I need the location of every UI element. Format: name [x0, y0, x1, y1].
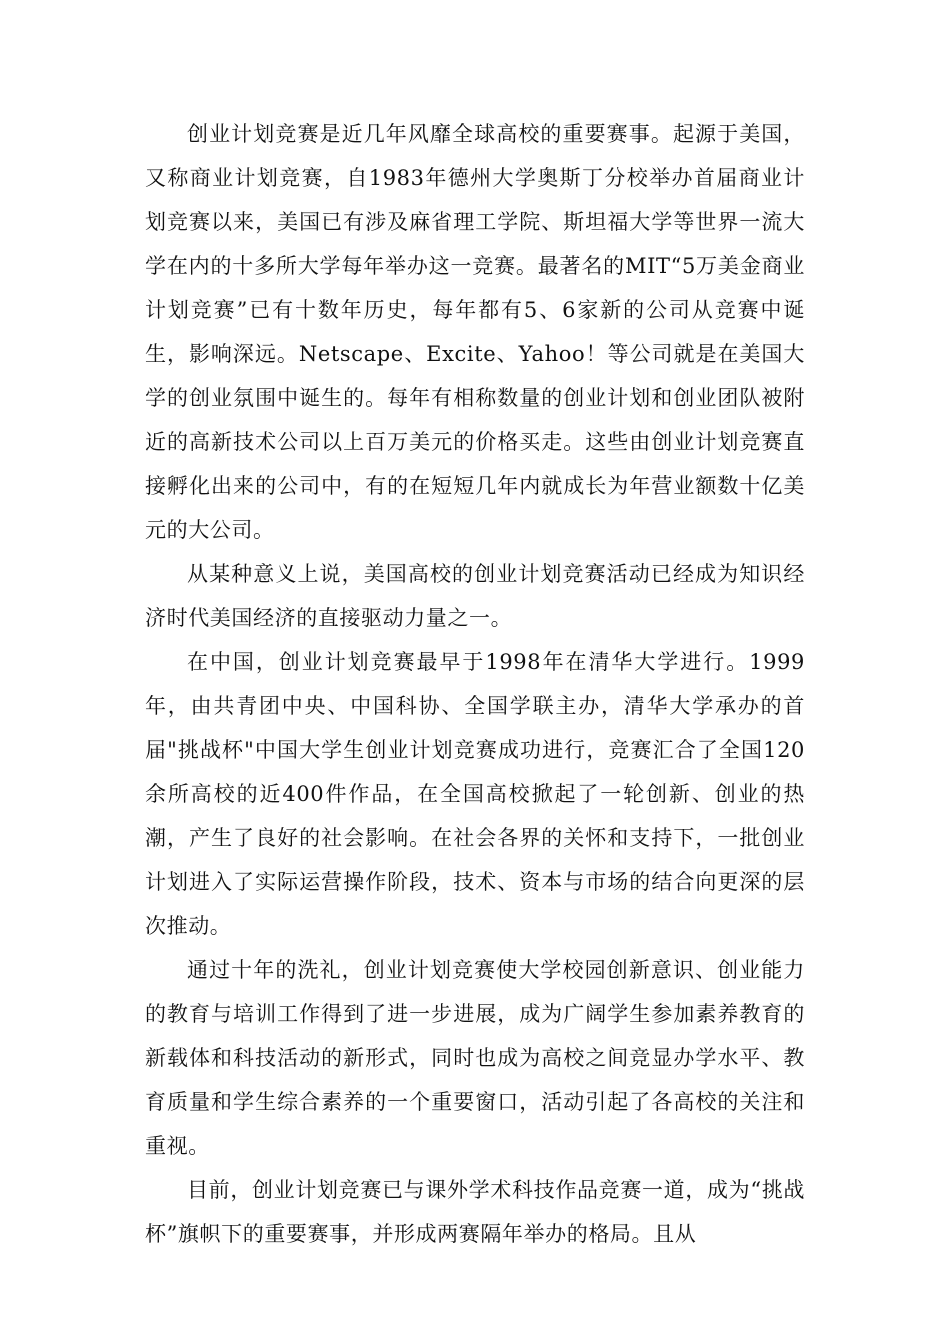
paragraph-1: 创业计划竞赛是近几年风靡全球高校的重要赛事。起源于美国，又称商业计划竞赛，自1983年德州大学奥斯丁分校举办首届商业计划竞赛以来，美国已有涉及麻省理工学院、斯坦福大学等世界一流大学在内的十多所大学每年举办这一竞赛。最著名的MIT“5万美金商业计划竞赛”已有十数年历史，每年都有5、6家新的公司从竞赛中诞生，影响深远。Netscape、Excite、Yahoo！等公司就是在美国大学的创业氛围中诞生的。每年有相称数量的创业计划和创业团队被附近的高新技术公司以上百万美元的价格买走。这些由创业计划竞赛直接孵化出来的公司中，有的在短短几年内就成长为年营业额数十亿美元的大公司。	[145, 122, 805, 542]
paragraph-2: 从某种意义上说，美国高校的创业计划竞赛活动已经成为知识经济时代美国经济的直接驱动力量之一。	[145, 562, 805, 630]
paragraph-5: 目前，创业计划竞赛已与课外学术科技作品竞赛一道，成为“挑战杯”旗帜下的重要赛事，并形成两赛隔年举办的格局。且从	[145, 1178, 805, 1246]
document-body	[145, 112, 805, 1256]
paragraph-4: 通过十年的洗礼，创业计划竞赛使大学校园创新意识、创业能力的教育与培训工作得到了进一步进展，成为广阔学生参加素养教育的新载体和科技活动的新形式，同时也成为高校之间竞显办学水平、教育质量和学生综合素养的一个重要窗口，活动引起了各高校的关注和重视。	[145, 958, 805, 1158]
paragraph-3: 在中国，创业计划竞赛最早于1998年在清华大学进行。1999年，由共青团中央、中国科协、全国学联主办，清华大学承办的首届"挑战杯"中国大学生创业计划竞赛成功进行，竞赛汇合了全国120余所高校的近400件作品，在全国高校掀起了一轮创新、创业的热潮，产生了良好的社会影响。在社会各界的关怀和支持下，一批创业计划进入了实际运营操作阶段，技术、资本与市场的结合向更深的层次推动。	[145, 650, 805, 938]
